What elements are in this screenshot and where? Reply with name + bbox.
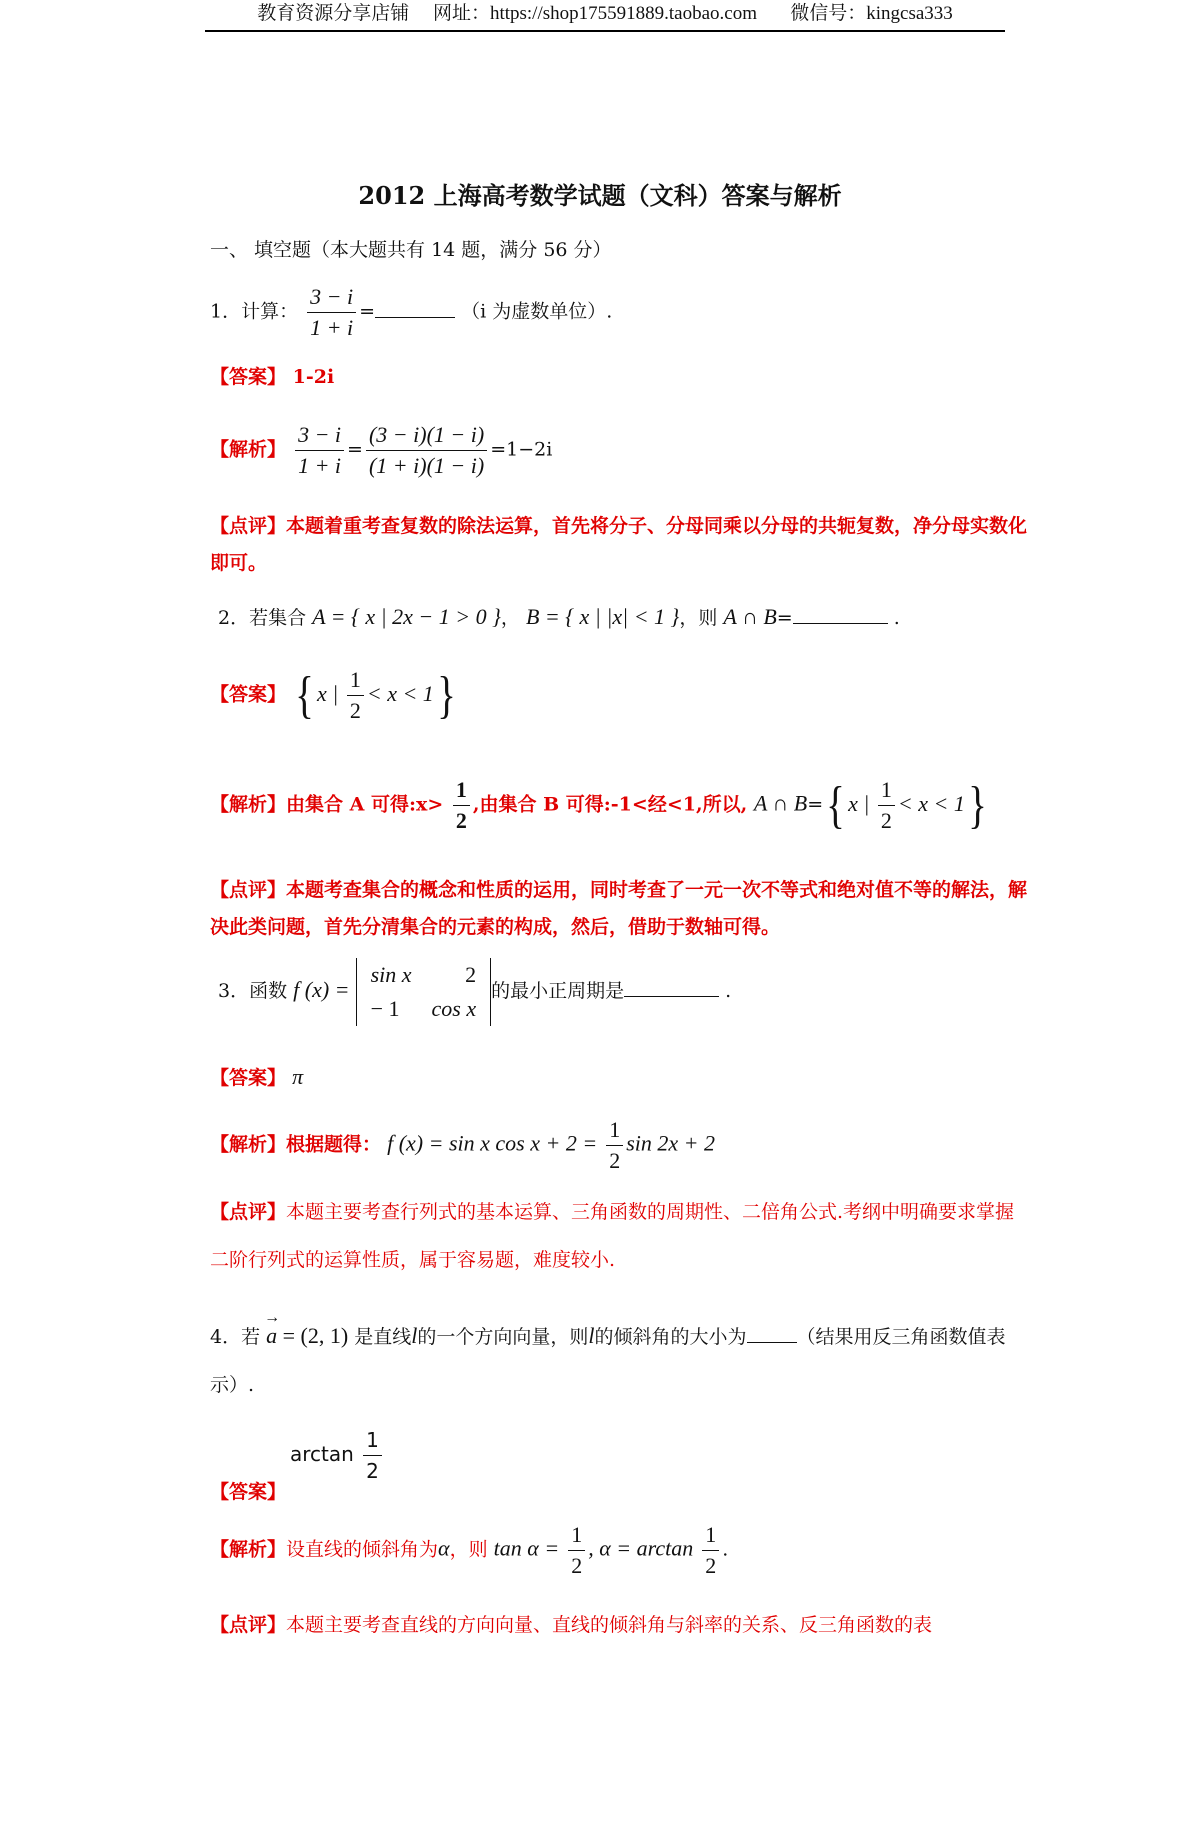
q2-an-set-num: 1 [878, 775, 895, 806]
q4-an-den2: 2 [705, 1553, 717, 1578]
q3-an-den: 2 [609, 1148, 621, 1173]
q3-label: 3．函数 [218, 980, 288, 1002]
q4-an-then: ，则 [449, 1538, 488, 1561]
header-url: 网址：https://shop175591889.taobao.com [432, 3, 757, 24]
q1-analysis-tag: 【解析】 [210, 438, 287, 461]
q3-an-frac [606, 1115, 623, 1176]
q4-line: l [411, 1323, 418, 1348]
q2-an-set-frac [878, 775, 895, 836]
q1-answer-tag: 【答案】 [210, 366, 287, 388]
q3-blank [624, 996, 719, 997]
q1-an-frac1 [295, 420, 344, 481]
q3-answer-value: π [292, 1064, 304, 1089]
q2-comment-tag: 【点评】 [210, 879, 287, 901]
q4-mid2: 的一个方向向量，则 [417, 1326, 589, 1348]
question-4 [210, 1312, 1030, 1409]
q1-an-frac2 [366, 420, 487, 481]
q3-m12: 2 [465, 962, 477, 987]
q1-analysis: 【解析】 $\frac{3 - i}{1 + i}$ = $\frac{(3 - i)(1 - i)}{(1 + i)(1 - i)}$ =1−2i [210, 420, 552, 481]
q3-an-lead: 根据题得： [286, 1133, 382, 1156]
q3-m21: − 1 [370, 996, 400, 1021]
q4-an-frac2 [702, 1520, 719, 1581]
header-wechat: 微信号：kingcsa333 [790, 3, 953, 24]
q3-m11: sin x [370, 962, 412, 987]
q4-an-frac [568, 1520, 585, 1581]
q4-mid3: 的倾斜角的大小为 [594, 1326, 747, 1348]
q2-answer-tail: < x < 1 [366, 680, 434, 706]
q3-comment-tag: 【点评】 [210, 1201, 287, 1223]
q2-comment-text: 本题考查集合的概念和性质的运用，同时考查了一元一次不等式和绝对值不等的解法，解决此类问题，首先分清集合的元素的构成，然后，借助于数轴可得。 [210, 879, 1028, 938]
q4-an-end: . [722, 1538, 729, 1561]
q1-blank [375, 317, 455, 318]
q4-an-num2: 1 [702, 1520, 719, 1551]
q3-comment-text: 本题主要考查行列式的基本运算、三角函数的周期性、二倍角公式.考纲中明确要求掌握二阶行列式的运算性质，属于容易题，难度较小. [210, 1201, 1015, 1271]
q4-comment-tag: 【点评】 [210, 1614, 287, 1636]
q2-then: ，则 [679, 607, 718, 629]
q1-answer-value: 1-2i [292, 366, 335, 388]
q3-fx: f (x) = [293, 977, 350, 1002]
q2-intersect: A ∩ B [723, 604, 777, 629]
q3-analysis-tag: 【解析】 [210, 1133, 287, 1156]
q2-answer-set: { x | $\frac{1}{2}$ < x < 1} [292, 681, 459, 706]
q1-denominator: 1 + i [310, 315, 354, 340]
q2-an-num: 1 [453, 775, 470, 806]
q2-an-frac [453, 775, 470, 836]
q4-analysis-tag: 【解析】 [210, 1538, 287, 1561]
q2-analysis-tag: 【解析】 [210, 793, 287, 816]
page-header [205, 0, 1005, 30]
q4-answer-frac [363, 1425, 382, 1486]
q1-fraction [307, 282, 356, 343]
q4-answer-num: 1 [363, 1425, 382, 1456]
q1-label: 1．计算： [210, 300, 299, 323]
q4-tail: （结果用反三角函数值表示）. [210, 1326, 1006, 1396]
q1-comment-tag: 【点评】 [210, 515, 287, 537]
q3-comment [210, 1188, 1030, 1284]
q1-an-num2: (3 − i)(1 − i) [366, 420, 487, 451]
q4-an-text: 设直线的倾斜角为 [286, 1538, 439, 1561]
q2-analysis: 【解析】由集合 A 可得:x> $\frac{1}{2}$ ,由集合 B 可得:-1<经<1,所以, A ∩ B={ x | $\frac{1}{2}$ < x < 1} [210, 775, 990, 836]
q1-an-den1: 1 + i [298, 453, 342, 478]
q3-an-tail: sin 2x + 2 [626, 1130, 716, 1156]
q2-answer-frac [347, 665, 364, 726]
q3-an-num: 1 [606, 1115, 623, 1146]
q2-an-text2: ,由集合 B 可得:-1<经<1,所以, [472, 793, 748, 816]
q4-mid: 是直线 [354, 1326, 412, 1348]
q1-comment [210, 508, 1030, 582]
q2-set-a: A = { x | 2x − 1 > 0 } [312, 604, 501, 629]
q2-answer [210, 665, 459, 726]
q3-an-expr: f (x) = sin x cos x + 2 = [387, 1130, 598, 1156]
q2-an-set: { x | $\frac{1}{2}$ < x < 1} [823, 791, 990, 816]
q1-an-den2: (1 + i)(1 − i) [368, 453, 485, 478]
q2-an-set-tail: < x < 1 [897, 790, 965, 816]
q1-answer [210, 362, 334, 389]
q2-answer-x: x | [317, 680, 339, 706]
q2-answer-den: 2 [349, 698, 361, 723]
q1-an-num1: 3 − i [295, 420, 344, 451]
q4-an-alpha: α [438, 1535, 450, 1561]
header-rule [205, 30, 1005, 32]
q4-answer-fn: arctan [290, 1442, 354, 1466]
q3-answer [210, 1063, 303, 1090]
q1-comment-text: 本题着重考查复数的除法运算，首先将分子、分母同乘以分母的共轭复数，净分母实数化即可。 [210, 515, 1028, 574]
q4-analysis [210, 1520, 728, 1581]
q2-comment [210, 872, 1030, 946]
q2-answer-tag: 【答案】 [210, 683, 287, 706]
question-2: 2．若集合 A = { x | 2x − 1 > 0 }， B = { x | |x| < 1 }，则 A ∩ B= . [218, 604, 900, 629]
q4-line-2: l [588, 1323, 595, 1348]
q4-comment-text: 本题主要考查直线的方向向量、直线的倾斜角与斜率的关系、反三角函数的表 [286, 1614, 933, 1636]
q4-an-num: 1 [568, 1520, 585, 1551]
q2-an-text1: 由集合 A 可得:x> [286, 793, 444, 816]
q2-set-b: B = { x | |x| < 1 } [525, 604, 680, 629]
section-heading: 一、 填空题（本大题共有 14 题，满分 56 分） [210, 239, 612, 261]
q2-an-intersect: A ∩ B [753, 790, 808, 816]
q3-determinant [356, 958, 492, 1026]
q3-m22: cos x [431, 996, 477, 1021]
q2-label: 2．若集合 [218, 607, 307, 629]
q4-vector: → a = (2, 1) [266, 1323, 348, 1348]
q3-answer-tag: 【答案】 [210, 1067, 287, 1089]
q4-answer-den: 2 [366, 1459, 379, 1483]
q2-an-den: 2 [455, 808, 467, 834]
document-title: 2012 上海高考数学试题（文科）答案与解析 [358, 181, 842, 210]
q4-vec-value: = (2, 1) [282, 1323, 349, 1348]
q3-analysis [210, 1115, 715, 1176]
q4-an-alpha2: , α = arctan [588, 1535, 694, 1561]
question-1: 1．计算： $\frac{3 - i}{1 + i}$ = （i 为虚数单位）. [210, 282, 612, 343]
header-shop: 教育资源分享店铺 [257, 3, 410, 24]
q1-an-result: =1−2i [490, 438, 553, 461]
q2-blank [793, 623, 888, 624]
q2-answer-num: 1 [347, 665, 364, 696]
q1-numerator: 3 − i [307, 282, 356, 313]
q4-an-tan: tan α = [493, 1535, 560, 1561]
q4-label: 4．若 [210, 1326, 261, 1348]
q3-tail: 的最小正周期是 [491, 980, 625, 1002]
q4-answer-expr [290, 1425, 385, 1486]
question-3: 3．函数 f (x) = sin x 2 − 1 cos x 的最小正周期是 . [218, 958, 731, 1026]
q4-blank [747, 1342, 797, 1343]
q2-an-set-den: 2 [880, 808, 892, 833]
q4-answer-tag: 【答案】 [210, 1481, 287, 1503]
q4-comment [210, 1610, 932, 1637]
q4-an-den: 2 [571, 1553, 583, 1578]
q1-tail: （i 为虚数单位）. [461, 300, 613, 323]
q2-an-set-x: x | [848, 790, 870, 816]
